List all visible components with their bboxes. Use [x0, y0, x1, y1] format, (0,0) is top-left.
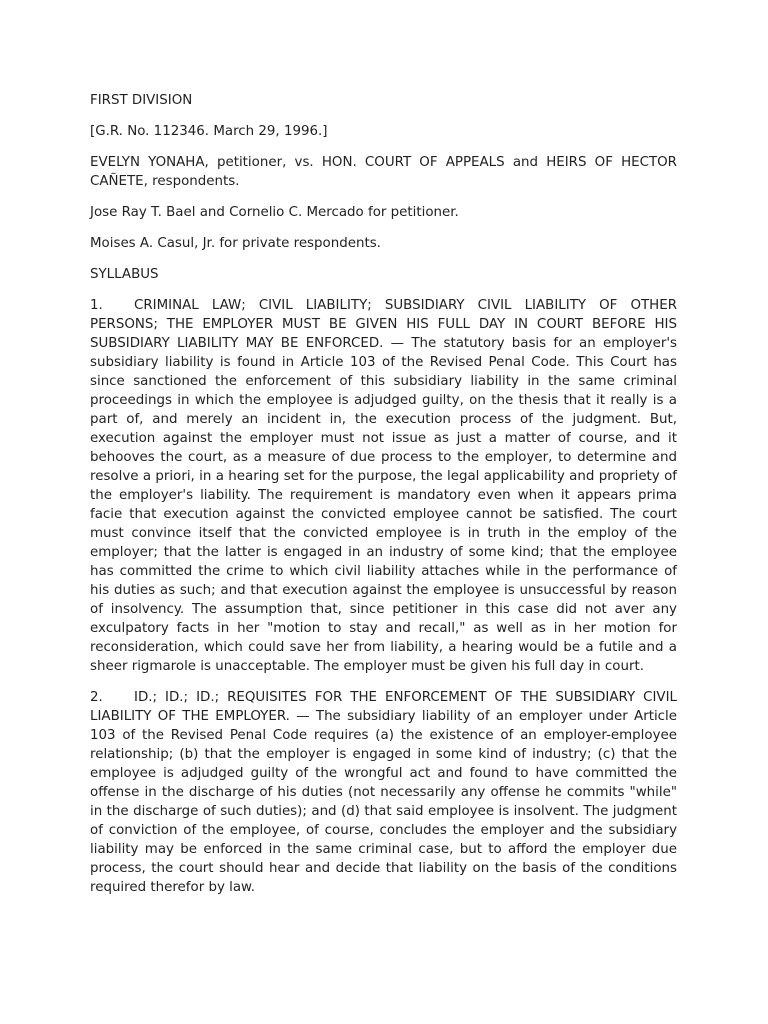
syllabus-item-text: CRIMINAL LAW; CIVIL LIABILITY; SUBSIDIARY CIVIL LIABILITY OF OTHER PERSONS; THE EMPLOYER MUST BE GIVEN HIS FULL DAY IN COURT BEFORE HIS SUBSIDIARY LIABILITY MAY BE ENFORCED. — The statutory basis for an employer's subsidiary liability is found in Article 103 of the Revised Penal Code. This Court has since sanctioned the enforcement of this subsidiary liability in the same criminal proceedings in which the employee is adjudged guilty, on the thesis that it really is a part of, and merely an incident in, the execution process of the judgment. But, execution against the employer must not issue as just a matter of course, and it behooves the court, as a measure of due process to the employer, to determine and resolve a priori, in a hearing set for the purpose, the legal applicability and propriety of the employer's liability. The requirement is mandatory even when it appears prima facie that execution against the convicted employee cannot be satisfied. The court must convince itself that the convicted employee is in truth in the employ of the employer; that the latter is engaged in an industry of some kind; that the employee has committed the crime to which civil liability attaches while in the performance of his duties as such; and that execution against the employee is unsuccessful by reason of insolvency. The assumption that, since petitioner in this case did not aver any exculpatory facts in her "motion to stay and recall," as well as in her motion for reconsideration, which could save her from liability, a hearing would be a futile and a sheer rigmarole is unacceptable. The employer must be given his full day in court.: [90, 298, 677, 674]
case-number: [G.R. No. 112346. March 29, 1996.]: [90, 124, 328, 139]
counsel-petitioner: Jose Ray T. Bael and Cornelio C. Mercado for petitioner.: [90, 205, 459, 220]
syllabus-item-text: ID.; ID.; ID.; REQUISITES FOR THE ENFORCEMENT OF THE SUBSIDIARY CIVIL LIABILITY OF THE EMPLOYER. — The subsidiary liability of an employer under Article 103 of the Revised Penal Code requires (a) the existence of an employer-employee relationship; (b) that the employer is engaged in some kind of industry; (c) that the employee is adjudged guilty of the wrongful act and found to have committed the offense in the discharge of his duties (not necessarily any offense he commits "while" in the discharge of such duties); and (d) that said employee is insolvent. The judgment of conviction of the employee, of course, concludes the employer and the subsidiary liability may be enforced in the same criminal case, but to afford the employer due process, the court should hear and decide that liability on the basis of the conditions required therefor by law.: [90, 690, 677, 895]
syllabus-item-number: 2.: [90, 690, 103, 705]
case-parties: EVELYN YONAHA, petitioner, vs. HON. COURT OF APPEALS and HEIRS OF HECTOR CAÑETE, respondents.: [90, 155, 677, 189]
document-page: [90, 91, 677, 909]
division-heading: FIRST DIVISION: [90, 93, 193, 108]
counsel-respondents: Moises A. Casul, Jr. for private respondents.: [90, 236, 381, 251]
syllabus-item-1: [90, 296, 677, 676]
syllabus-item-2: [90, 688, 677, 897]
syllabus-item-number: 1.: [90, 298, 103, 313]
syllabus-heading: SYLLABUS: [90, 267, 159, 282]
